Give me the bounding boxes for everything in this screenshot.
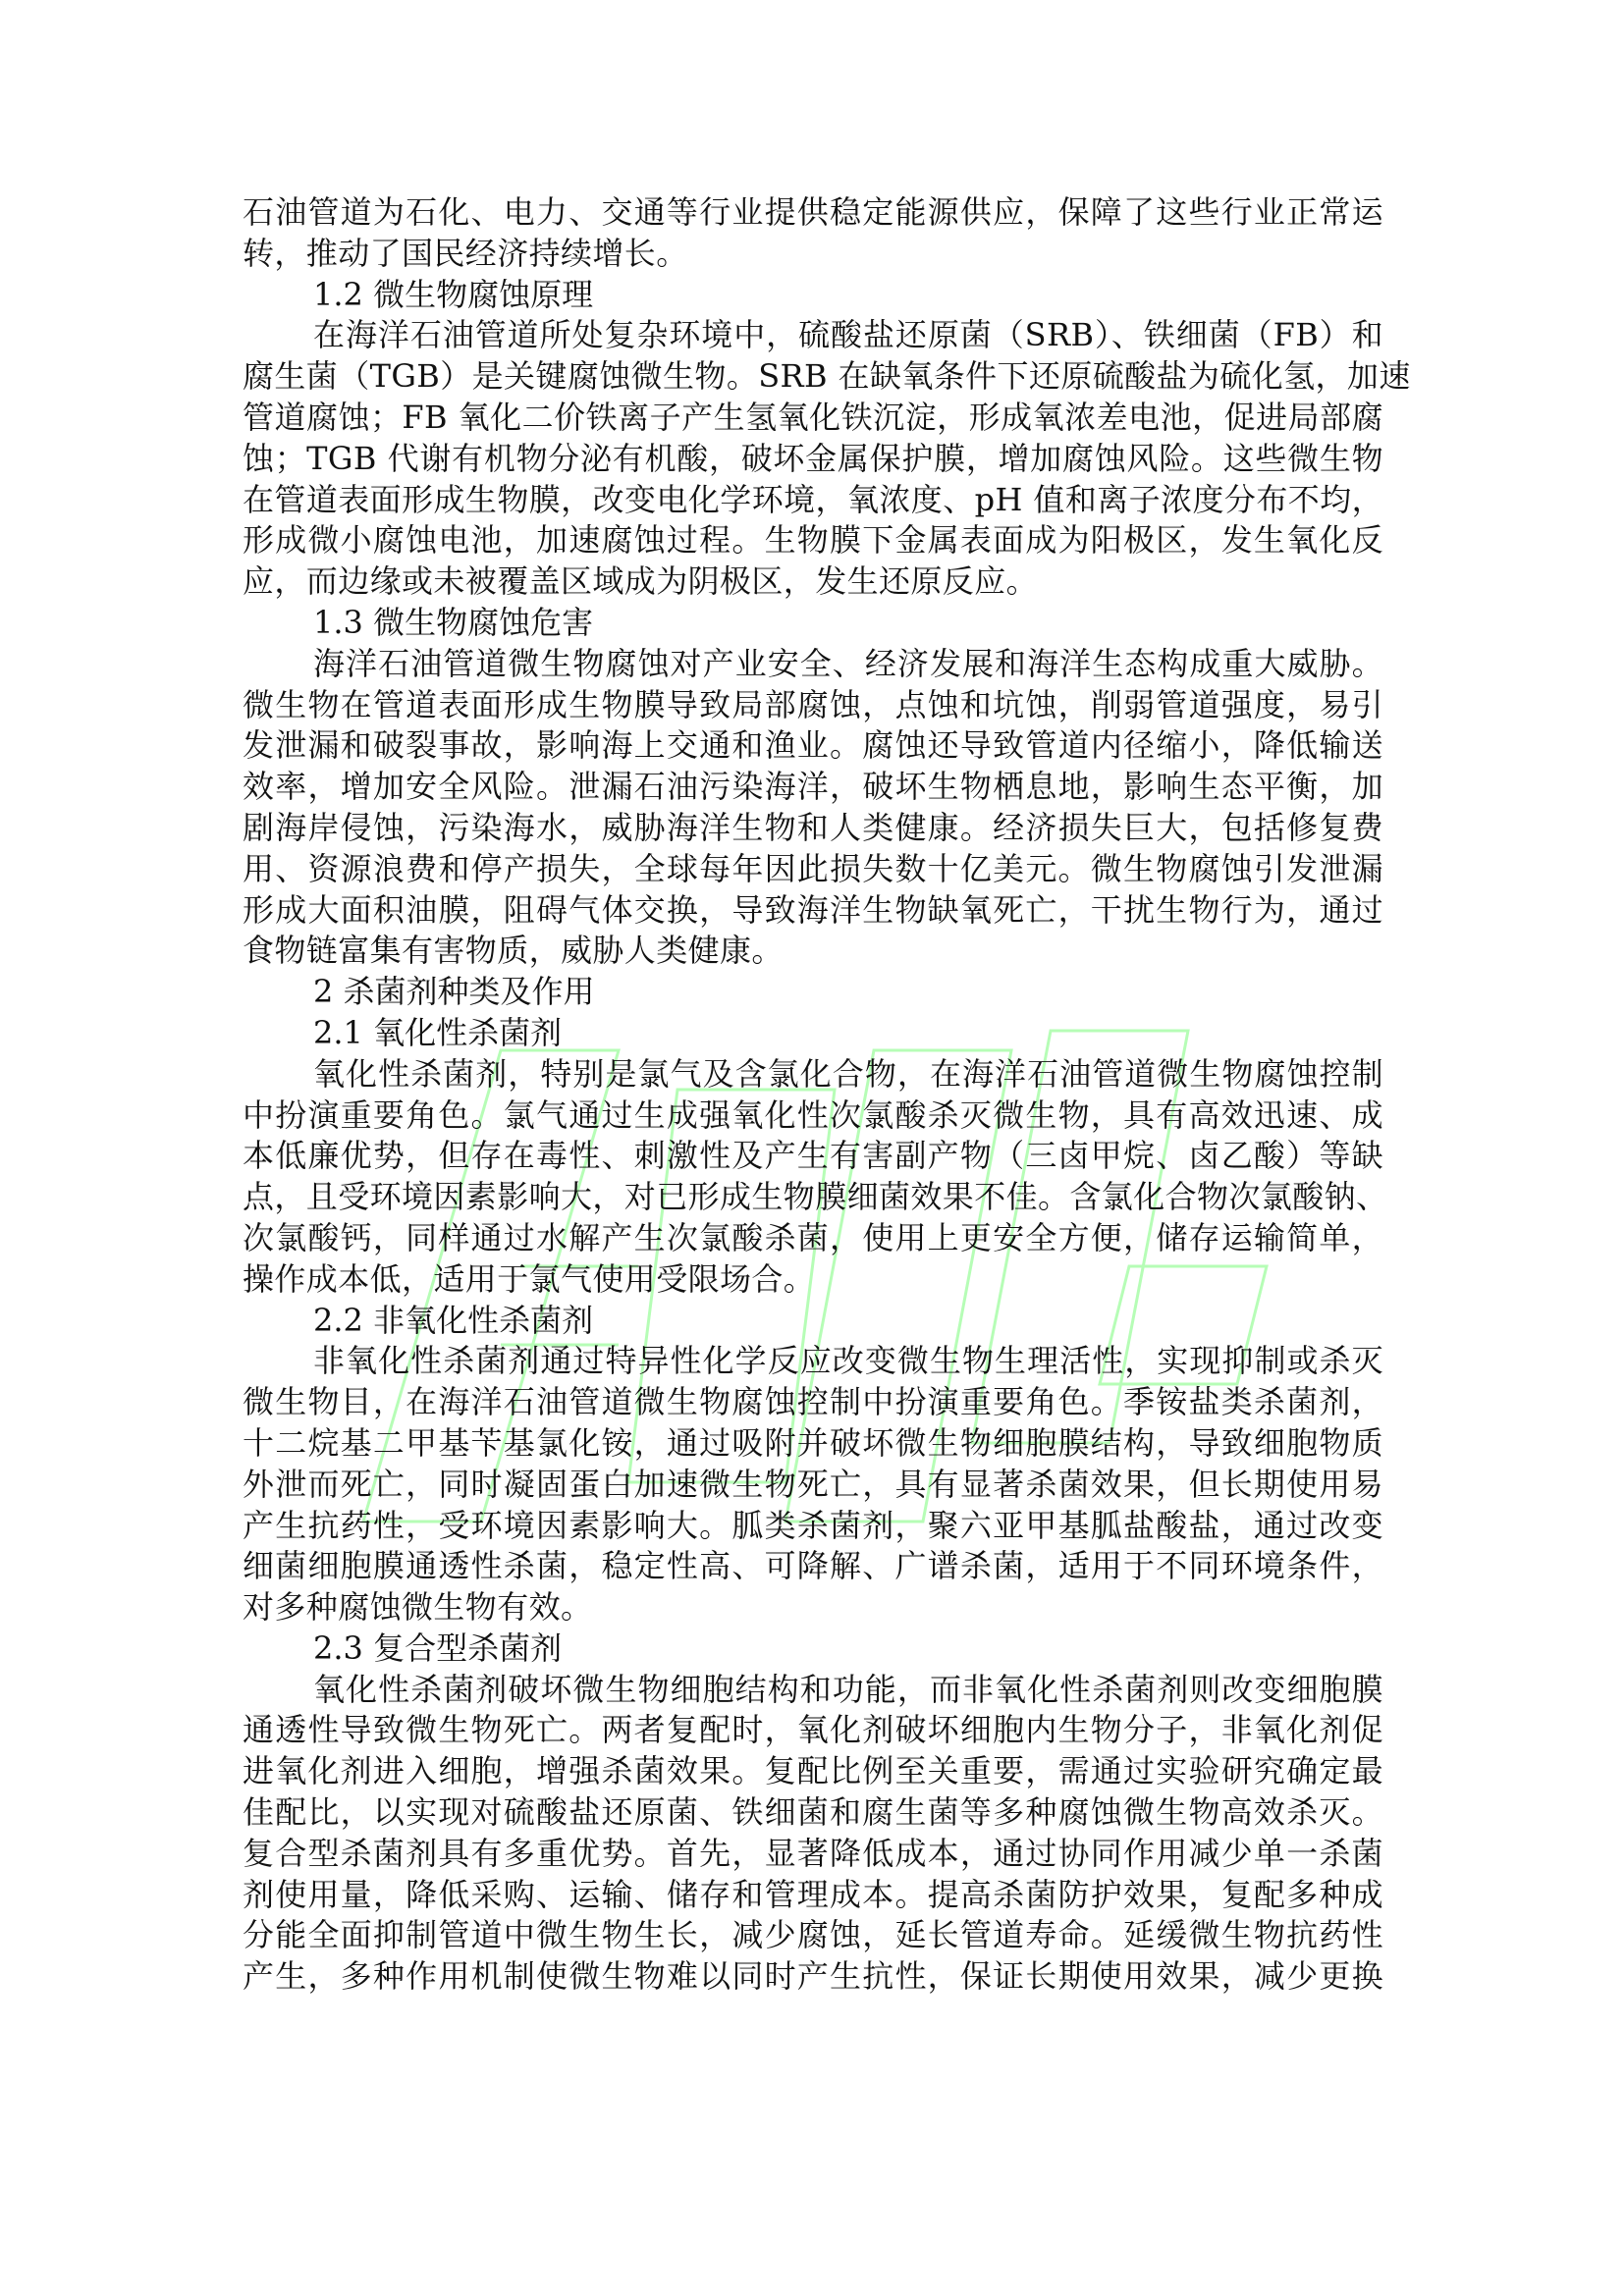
text-line: 食物链富集有害物质，威胁人类健康。 — [243, 932, 784, 970]
text-line: 操作成本低，适用于氯气使用受限场合。 — [243, 1259, 816, 1298]
text-line: 复合型杀菌剂具有多重优势。首先，显著降低成本，通过协同作用减少单一杀菌 — [243, 1834, 1383, 1872]
text-line: 剧海岸侵蚀，污染海水，威胁海洋生物和人类健康。经济损失巨大，包括修复费 — [243, 808, 1383, 846]
section-heading: 2 杀菌剂种类及作用 — [313, 973, 595, 1011]
paragraph — [243, 315, 1411, 603]
text-line: 海洋石油管道微生物腐蚀对产业安全、经济发展和海洋生态构成重大威胁。 — [313, 644, 1383, 682]
text-line: 在海洋石油管道所处复杂环境中，硫酸盐还原菌（SRB）、铁细菌（FB）和 — [313, 316, 1383, 354]
text-line: 次氯酸钙，同样通过水解产生次氯酸杀菌，使用上更安全方便，储存运输简单， — [243, 1218, 1383, 1256]
text-line: 剂使用量，降低采购、运输、储存和管理成本。提高杀菌防护效果，复配多种成 — [243, 1875, 1383, 1913]
text-line: 氧化性杀菌剂破坏微生物细胞结构和功能，而非氧化性杀菌剂则改变细胞膜 — [313, 1670, 1383, 1708]
section-heading: 2.2 非氧化性杀菌剂 — [313, 1301, 594, 1339]
text-line: 发泄漏和破裂事故，影响海上交通和渔业。腐蚀还导致管道内径缩小，降低输送 — [243, 726, 1383, 765]
text-line: 产生，多种作用机制使微生物难以同时产生抗性，保证长期使用效果，减少更换 — [243, 1957, 1383, 1996]
text-line: 应，而边缘或未被覆盖区域成为阴极区，发生还原反应。 — [243, 562, 1039, 601]
paragraph — [243, 644, 1383, 972]
text-line: 外泄而死亡，同时凝固蛋白加速微生物死亡，具有显著杀菌效果，但长期使用易 — [243, 1465, 1383, 1503]
text-line: 转，推动了国民经济持续增长。 — [243, 234, 688, 272]
text-line: 在管道表面形成生物膜，改变电化学环境，氧浓度、pH 值和离子浓度分布不均， — [243, 480, 1383, 518]
paragraph — [243, 1670, 1383, 1998]
text-line: 分能全面抑制管道中微生物生长，减少腐蚀，延长管道寿命。延缓微生物抗药性 — [243, 1916, 1383, 1954]
text-line: 用、资源浪费和停产损失，全球每年因此损失数十亿美元。微生物腐蚀引发泄漏 — [243, 849, 1383, 887]
text-line: 蚀；TGB 代谢有机物分泌有机酸，破坏金属保护膜，增加腐蚀风险。这些微生物 — [243, 439, 1383, 477]
text-line: 氧化性杀菌剂，特别是氯气及含氯化合物，在海洋石油管道微生物腐蚀控制 — [313, 1054, 1383, 1093]
text-line: 效率，增加安全风险。泄漏石油污染海洋，破坏生物栖息地，影响生态平衡，加 — [243, 768, 1383, 806]
paragraph — [243, 1054, 1388, 1301]
text-line: 非氧化性杀菌剂通过特异性化学反应改变微生物生理活性，实现抑制或杀灭 — [313, 1342, 1383, 1380]
text-line: 微生物在管道表面形成生物膜导致局部腐蚀，点蚀和坑蚀，削弱管道强度，易引 — [243, 685, 1383, 723]
text-line: 产生抗药性，受环境因素影响大。胍类杀菌剂，聚六亚甲基胍盐酸盐，通过改变 — [243, 1506, 1383, 1544]
text-line: 进氧化剂进入细胞，增强杀菌效果。复配比例至关重要，需通过实验研究确定最 — [243, 1752, 1383, 1790]
text-line: 石油管道为石化、电力、交通等行业提供稳定能源供应，保障了这些行业正常运 — [243, 193, 1383, 231]
text-line: 十二烷基二甲基苄基氯化铵，通过吸附并破坏微生物细胞膜结构，导致细胞物质 — [243, 1423, 1383, 1462]
paragraph — [243, 192, 1383, 275]
section-heading: 2.1 氧化性杀菌剂 — [313, 1013, 563, 1051]
text-line: 中扮演重要角色。氯气通过生成强氧化性次氯酸杀灭微生物，具有高效迅速、成 — [243, 1095, 1383, 1134]
text-line: 本低廉优势，但存在毒性、刺激性及产生有害副产物（三卤甲烷、卤乙酸）等缺 — [243, 1137, 1383, 1175]
document-page — [243, 192, 1411, 1998]
text-line: 形成微小腐蚀电池，加速腐蚀过程。生物膜下金属表面成为阳极区，发生氧化反 — [243, 521, 1383, 560]
section-heading: 1.2 微生物腐蚀原理 — [313, 275, 594, 313]
text-line: 微生物目，在海洋石油管道微生物腐蚀控制中扮演重要角色。季铵盐类杀菌剂， — [243, 1383, 1383, 1421]
text-line: 形成大面积油膜，阻碍气体交换，导致海洋生物缺氧死亡，干扰生物行为，通过 — [243, 890, 1383, 929]
section-heading: 1.3 微生物腐蚀危害 — [313, 603, 594, 641]
text-line: 细菌细胞膜通透性杀菌，稳定性高、可降解、广谱杀菌，适用于不同环境条件， — [243, 1547, 1383, 1585]
text-line: 通透性导致微生物死亡。两者复配时，氧化剂破坏细胞内生物分子，非氧化剂促 — [243, 1711, 1383, 1749]
text-line: 腐生菌（TGB）是关键腐蚀微生物。SRB 在缺氧条件下还原硫酸盐为硫化氢，加速 — [243, 357, 1411, 396]
text-line: 对多种腐蚀微生物有效。 — [243, 1588, 593, 1627]
section-heading: 2.3 复合型杀菌剂 — [313, 1629, 563, 1667]
paragraph — [243, 1341, 1383, 1629]
text-line: 管道腐蚀；FB 氧化二价铁离子产生氢氧化铁沉淀，形成氧浓差电池，促进局部腐 — [243, 398, 1383, 436]
text-line: 点，且受环境因素影响大，对已形成生物膜细菌效果不佳。含氯化合物次氯酸钠、 — [243, 1178, 1388, 1216]
text-line: 佳配比，以实现对硫酸盐还原菌、铁细菌和腐生菌等多种腐蚀微生物高效杀灭。 — [243, 1793, 1383, 1832]
